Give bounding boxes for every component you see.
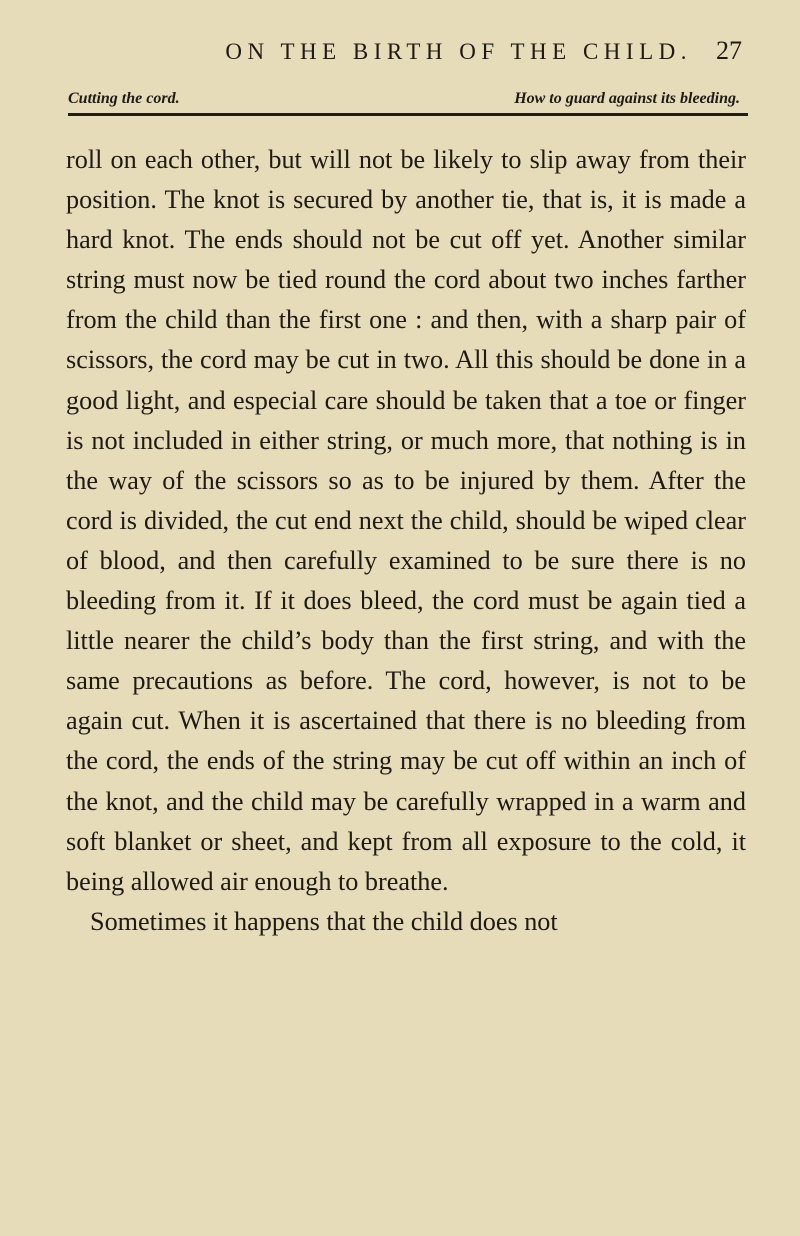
side-heading-right: How to guard against its bleeding.	[514, 90, 740, 107]
side-heading-left: Cutting the cord.	[68, 90, 180, 107]
running-title: ON THE BIRTH OF THE CHILD.	[225, 39, 692, 64]
side-headings	[64, 91, 742, 107]
paragraph-2: Sometimes it happens that the child does not	[90, 906, 558, 936]
body-text	[64, 140, 746, 942]
header-rule	[68, 113, 748, 116]
running-head	[64, 0, 742, 65]
page-number: 27	[716, 36, 742, 65]
paragraph-1: roll on each other, but will not be likely to slip away from their position. The knot is secured by another tie, that is, it is made a hard knot. The ends should not be cut off yet. Another similar string must now be tied round the cord about two inches farther from the child than the first one : and then, with a sharp pair of scissors, the cord may be cut in two. All this should be done in a good light, and especial care should be taken that a toe or finger is not included in either string, or much more, that nothing is in the way of the scissors so as to be injured by them. After the cord is divided, the cut end next the child, should be wiped clear of blood, and then carefully examined to be sure there is no bleeding from it. If it does bleed, the cord must be again tied a little nearer the child’s body than the first string, and with the same precautions as before. The cord, however, is not to be again cut. When it is ascertained that there is no bleeding from the cord, the ends of the string may be cut off within an inch of the knot, and the child may be carefully wrapped in a warm and soft blanket or sheet, and kept from all exposure to the cold, it being allowed air enough to breathe.	[66, 145, 746, 896]
